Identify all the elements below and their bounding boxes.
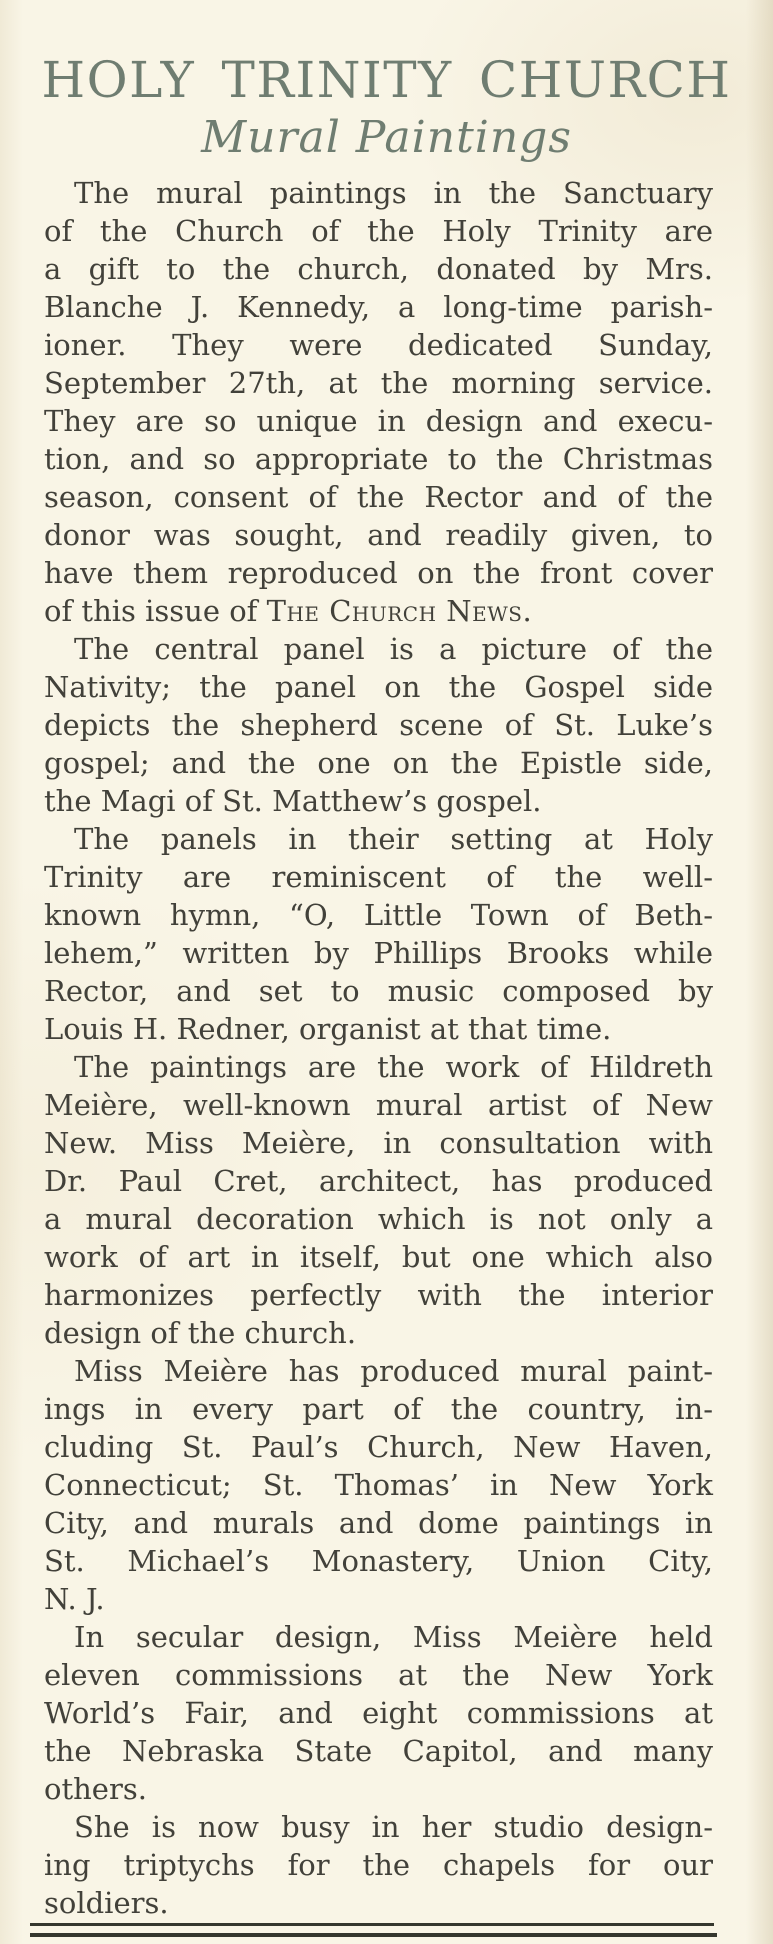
text-line: depicts the shepherd scene of St. Luke’s xyxy=(44,708,713,742)
text-line: tion, and so appropriate to the Christmas xyxy=(44,442,713,476)
text-line: They are so unique in design and execu- xyxy=(44,404,713,438)
text-line: She is now busy in her studio design- xyxy=(74,1810,713,1844)
text-line: Dr. Paul Cret, architect, has produced xyxy=(44,1164,713,1198)
page-subtitle: Mural Paintings xyxy=(201,112,572,163)
bottom-divider xyxy=(30,1923,714,1937)
text-line: ing triptychs for the chapels for our xyxy=(44,1848,713,1882)
text-line: Rector, and set to music composed by xyxy=(44,974,713,1008)
text-line: others. xyxy=(44,1772,147,1806)
text-line: The central panel is a picture of the xyxy=(74,632,713,666)
text-line: design of the church. xyxy=(44,1316,357,1350)
text-line: New. Miss Meière, in consultation with xyxy=(44,1126,713,1160)
text-line: St. Michael’s Monastery, Union City, xyxy=(44,1544,713,1578)
text-line: a gift to the church, donated by Mrs. xyxy=(44,252,713,286)
text-line: ioner. They were dedicated Sunday, xyxy=(44,328,713,362)
text-line: The paintings are the work of Hildreth xyxy=(74,1050,713,1084)
text-line: the Magi of St. Matthew’s gospel. xyxy=(44,784,542,818)
text-line: have them reproduced on the front cover xyxy=(44,556,713,590)
text-line: work of art in itself, but one which also xyxy=(44,1240,713,1274)
text-line: cluding St. Paul’s Church, New Haven, xyxy=(44,1430,713,1464)
text-line: Meière, well-known mural artist of New xyxy=(44,1088,713,1122)
text-line: of the Church of the Holy Trinity are xyxy=(44,214,713,248)
text-line: N. J. xyxy=(44,1582,105,1616)
text-fragment: . xyxy=(522,594,532,628)
text-line: Blanche J. Kennedy, a long-time parish- xyxy=(44,290,713,324)
divider-top-line xyxy=(30,1923,714,1926)
article-body xyxy=(44,174,713,1922)
text-line xyxy=(44,592,713,630)
text-line: The panels in their setting at Holy xyxy=(74,822,713,856)
text-line: ings in every part of the country, in- xyxy=(44,1392,713,1426)
text-line: September 27th, at the morning service. xyxy=(44,366,713,400)
text-line: Miss Meière has produced mural paint- xyxy=(74,1354,713,1388)
text-line: City, and murals and dome paintings in xyxy=(44,1506,713,1540)
page-title: HOLY TRINITY CHURCH xyxy=(41,51,732,109)
text-line: known hymn, “O, Little Town of Beth- xyxy=(44,898,713,932)
text-line: lehem,” written by Phillips Brooks while xyxy=(44,936,713,970)
divider-bottom-line xyxy=(30,1933,717,1937)
text-line: season, consent of the Rector and of the xyxy=(44,480,713,514)
text-line: the Nebraska State Capitol, and many xyxy=(44,1734,713,1768)
text-line: donor was sought, and readily given, to xyxy=(44,518,713,552)
text-line: Trinity are reminiscent of the well- xyxy=(44,860,713,894)
text-line: harmonizes perfectly with the interior xyxy=(44,1278,713,1312)
text-line: World’s Fair, and eight commissions at xyxy=(44,1696,713,1730)
publication-name: The Church News xyxy=(266,594,523,628)
text-line: eleven commissions at the New York xyxy=(44,1658,713,1692)
text-fragment: of this issue of xyxy=(44,594,267,628)
text-line: Connecticut; St. Thomas’ in New York xyxy=(44,1468,713,1502)
text-line: In secular design, Miss Meière held xyxy=(74,1620,713,1654)
text-line: The mural paintings in the Sanctuary xyxy=(74,176,713,210)
text-line: a mural decoration which is not only a xyxy=(44,1202,713,1236)
text-line: Nativity; the panel on the Gospel side xyxy=(44,670,713,704)
text-line: soldiers. xyxy=(44,1886,169,1920)
text-line: gospel; and the one on the Epistle side, xyxy=(44,746,713,780)
text-line: Louis H. Redner, organist at that time. xyxy=(44,1012,612,1046)
